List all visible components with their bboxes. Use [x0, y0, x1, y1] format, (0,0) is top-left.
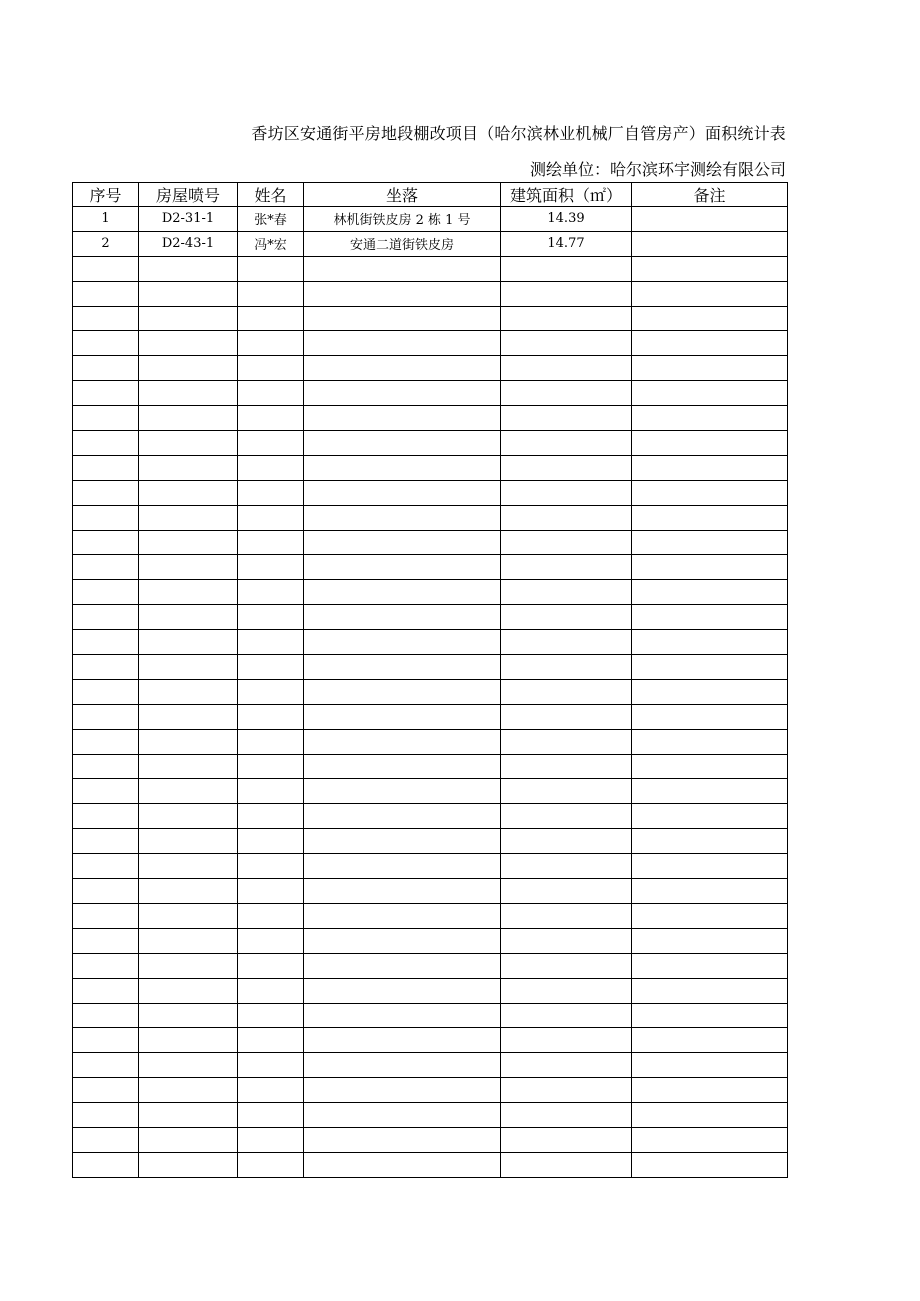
cell-name [238, 854, 304, 879]
cell-building-area [501, 1003, 632, 1028]
cell-location: 林机街铁皮房 2 栋 1 号 [304, 207, 501, 232]
cell-name [238, 431, 304, 456]
cell-remarks [632, 1028, 788, 1053]
table-row [73, 207, 788, 232]
cell-seq [73, 1103, 139, 1128]
empty-table-row [73, 431, 788, 456]
cell-remarks [632, 231, 788, 256]
cell-location [304, 1127, 501, 1152]
cell-house-code [139, 530, 238, 555]
cell-house-code [139, 1028, 238, 1053]
cell-remarks [632, 555, 788, 580]
empty-table-row [73, 903, 788, 928]
cell-remarks [632, 530, 788, 555]
cell-house-code: D2-31-1 [139, 207, 238, 232]
cell-building-area [501, 331, 632, 356]
cell-name [238, 655, 304, 680]
empty-table-row [73, 1053, 788, 1078]
cell-location [304, 704, 501, 729]
cell-house-code [139, 655, 238, 680]
cell-location [304, 505, 501, 530]
cell-location [304, 1152, 501, 1177]
cell-seq [73, 978, 139, 1003]
cell-building-area [501, 879, 632, 904]
empty-table-row [73, 406, 788, 431]
cell-building-area [501, 356, 632, 381]
cell-building-area [501, 729, 632, 754]
cell-name [238, 1053, 304, 1078]
cell-name [238, 704, 304, 729]
cell-name [238, 555, 304, 580]
cell-name [238, 1103, 304, 1128]
cell-location [304, 356, 501, 381]
cell-house-code [139, 356, 238, 381]
cell-house-code [139, 1127, 238, 1152]
cell-seq [73, 331, 139, 356]
cell-seq [73, 754, 139, 779]
cell-name [238, 630, 304, 655]
cell-remarks [632, 829, 788, 854]
cell-house-code [139, 605, 238, 630]
empty-table-row [73, 829, 788, 854]
empty-table-row [73, 1028, 788, 1053]
cell-location [304, 679, 501, 704]
cell-location [304, 1053, 501, 1078]
cell-building-area [501, 804, 632, 829]
cell-location [304, 306, 501, 331]
cell-remarks [632, 406, 788, 431]
cell-remarks [632, 779, 788, 804]
cell-building-area [501, 580, 632, 605]
cell-building-area [501, 1152, 632, 1177]
cell-seq: 1 [73, 207, 139, 232]
cell-seq [73, 953, 139, 978]
cell-name [238, 928, 304, 953]
cell-building-area [501, 1078, 632, 1103]
cell-location [304, 555, 501, 580]
empty-table-row [73, 331, 788, 356]
cell-remarks [632, 854, 788, 879]
cell-building-area [501, 431, 632, 456]
cell-house-code [139, 630, 238, 655]
cell-house-code [139, 1053, 238, 1078]
empty-table-row [73, 854, 788, 879]
cell-building-area [501, 630, 632, 655]
cell-building-area [501, 928, 632, 953]
cell-building-area [501, 306, 632, 331]
cell-house-code [139, 505, 238, 530]
header-seq: 序号 [73, 183, 139, 207]
cell-name [238, 829, 304, 854]
cell-name [238, 306, 304, 331]
survey-unit-line: 测绘单位：哈尔滨环宇测绘有限公司 [529, 160, 786, 179]
cell-remarks [632, 306, 788, 331]
cell-house-code [139, 381, 238, 406]
header-location: 坐落 [304, 183, 501, 207]
cell-location [304, 580, 501, 605]
cell-seq [73, 679, 139, 704]
cell-seq [73, 281, 139, 306]
cell-remarks [632, 605, 788, 630]
cell-seq [73, 256, 139, 281]
cell-house-code [139, 729, 238, 754]
cell-name [238, 729, 304, 754]
cell-remarks [632, 207, 788, 232]
cell-seq [73, 829, 139, 854]
cell-building-area [501, 854, 632, 879]
cell-seq [73, 779, 139, 804]
cell-name [238, 281, 304, 306]
cell-name [238, 530, 304, 555]
cell-location [304, 928, 501, 953]
cell-seq [73, 804, 139, 829]
cell-seq [73, 480, 139, 505]
cell-house-code [139, 854, 238, 879]
cell-location [304, 480, 501, 505]
cell-seq [73, 406, 139, 431]
cell-house-code [139, 281, 238, 306]
cell-remarks [632, 431, 788, 456]
cell-name [238, 804, 304, 829]
cell-location [304, 455, 501, 480]
cell-remarks [632, 281, 788, 306]
cell-remarks [632, 953, 788, 978]
empty-table-row [73, 381, 788, 406]
cell-seq [73, 1028, 139, 1053]
cell-location [304, 530, 501, 555]
cell-building-area [501, 530, 632, 555]
cell-remarks [632, 480, 788, 505]
cell-seq [73, 455, 139, 480]
cell-building-area: 14.39 [501, 207, 632, 232]
cell-name [238, 331, 304, 356]
cell-house-code [139, 978, 238, 1003]
cell-building-area [501, 381, 632, 406]
empty-table-row [73, 281, 788, 306]
empty-table-row [73, 455, 788, 480]
cell-seq [73, 306, 139, 331]
cell-location [304, 256, 501, 281]
cell-remarks [632, 978, 788, 1003]
cell-location [304, 953, 501, 978]
cell-name [238, 1003, 304, 1028]
cell-building-area [501, 953, 632, 978]
empty-table-row [73, 555, 788, 580]
cell-building-area [501, 978, 632, 1003]
cell-remarks [632, 331, 788, 356]
empty-table-row [73, 1152, 788, 1177]
cell-seq [73, 928, 139, 953]
cell-remarks [632, 704, 788, 729]
area-statistics-table [72, 182, 788, 1178]
cell-house-code: D2-43-1 [139, 231, 238, 256]
empty-table-row [73, 879, 788, 904]
cell-remarks [632, 356, 788, 381]
cell-remarks [632, 879, 788, 904]
header-building-area: 建筑面积（㎡） [501, 183, 632, 207]
cell-location [304, 431, 501, 456]
empty-table-row [73, 779, 788, 804]
cell-remarks [632, 455, 788, 480]
cell-seq [73, 605, 139, 630]
empty-table-row [73, 729, 788, 754]
cell-name [238, 1028, 304, 1053]
cell-name [238, 754, 304, 779]
cell-name [238, 256, 304, 281]
empty-table-row [73, 804, 788, 829]
cell-house-code [139, 480, 238, 505]
cell-building-area [501, 505, 632, 530]
empty-table-row [73, 480, 788, 505]
cell-location: 安通二道街铁皮房 [304, 231, 501, 256]
empty-table-row [73, 256, 788, 281]
cell-name [238, 455, 304, 480]
cell-name [238, 903, 304, 928]
cell-location [304, 854, 501, 879]
empty-table-row [73, 655, 788, 680]
cell-house-code [139, 779, 238, 804]
header-house-code: 房屋喷号 [139, 183, 238, 207]
cell-seq [73, 1053, 139, 1078]
cell-house-code [139, 580, 238, 605]
cell-remarks [632, 630, 788, 655]
cell-house-code [139, 431, 238, 456]
cell-remarks [632, 1053, 788, 1078]
cell-remarks [632, 580, 788, 605]
cell-location [304, 903, 501, 928]
cell-house-code [139, 1152, 238, 1177]
cell-building-area [501, 903, 632, 928]
empty-table-row [73, 928, 788, 953]
cell-building-area [501, 605, 632, 630]
cell-building-area [501, 406, 632, 431]
cell-remarks [632, 505, 788, 530]
cell-name [238, 1152, 304, 1177]
header-remarks: 备注 [632, 183, 788, 207]
cell-remarks [632, 1127, 788, 1152]
cell-location [304, 655, 501, 680]
cell-location [304, 406, 501, 431]
empty-table-row [73, 1103, 788, 1128]
cell-remarks [632, 256, 788, 281]
empty-table-row [73, 1078, 788, 1103]
cell-house-code [139, 331, 238, 356]
cell-building-area [501, 754, 632, 779]
cell-building-area [501, 779, 632, 804]
empty-table-row [73, 630, 788, 655]
cell-building-area [501, 829, 632, 854]
cell-location [304, 1003, 501, 1028]
cell-house-code [139, 306, 238, 331]
cell-name [238, 480, 304, 505]
cell-remarks [632, 1078, 788, 1103]
cell-house-code [139, 256, 238, 281]
cell-building-area: 14.77 [501, 231, 632, 256]
cell-seq [73, 356, 139, 381]
empty-table-row [73, 505, 788, 530]
cell-name [238, 1078, 304, 1103]
cell-house-code [139, 455, 238, 480]
cell-name: 冯*宏 [238, 231, 304, 256]
cell-house-code [139, 829, 238, 854]
empty-table-row [73, 704, 788, 729]
cell-location [304, 281, 501, 306]
cell-house-code [139, 406, 238, 431]
cell-house-code [139, 953, 238, 978]
cell-building-area [501, 679, 632, 704]
cell-house-code [139, 1003, 238, 1028]
cell-house-code [139, 903, 238, 928]
cell-seq [73, 431, 139, 456]
cell-remarks [632, 754, 788, 779]
cell-building-area [501, 256, 632, 281]
cell-building-area [501, 1028, 632, 1053]
cell-remarks [632, 928, 788, 953]
empty-table-row [73, 1127, 788, 1152]
cell-building-area [501, 480, 632, 505]
cell-house-code [139, 928, 238, 953]
cell-location [304, 829, 501, 854]
cell-location [304, 754, 501, 779]
cell-house-code [139, 555, 238, 580]
cell-remarks [632, 1103, 788, 1128]
cell-name [238, 953, 304, 978]
cell-location [304, 729, 501, 754]
cell-seq [73, 555, 139, 580]
empty-table-row [73, 356, 788, 381]
cell-building-area [501, 1127, 632, 1152]
cell-seq [73, 704, 139, 729]
cell-building-area [501, 655, 632, 680]
cell-location [304, 1028, 501, 1053]
cell-name [238, 580, 304, 605]
cell-seq [73, 655, 139, 680]
cell-location [304, 630, 501, 655]
table-row [73, 231, 788, 256]
cell-name [238, 605, 304, 630]
empty-table-row [73, 530, 788, 555]
cell-location [304, 804, 501, 829]
cell-name [238, 1127, 304, 1152]
cell-seq [73, 1003, 139, 1028]
cell-name [238, 356, 304, 381]
empty-table-row [73, 679, 788, 704]
cell-name [238, 978, 304, 1003]
cell-location [304, 1078, 501, 1103]
cell-building-area [501, 555, 632, 580]
cell-location [304, 331, 501, 356]
empty-table-row [73, 754, 788, 779]
cell-house-code [139, 879, 238, 904]
cell-name [238, 779, 304, 804]
cell-seq [73, 1078, 139, 1103]
cell-location [304, 605, 501, 630]
cell-seq [73, 1127, 139, 1152]
cell-remarks [632, 655, 788, 680]
empty-table-row [73, 605, 788, 630]
cell-seq [73, 879, 139, 904]
empty-table-row [73, 953, 788, 978]
cell-building-area [501, 1053, 632, 1078]
table-header-row [73, 183, 788, 207]
cell-seq [73, 1152, 139, 1177]
cell-location [304, 879, 501, 904]
cell-remarks [632, 903, 788, 928]
cell-seq: 2 [73, 231, 139, 256]
cell-remarks [632, 729, 788, 754]
cell-location [304, 1103, 501, 1128]
cell-seq [73, 381, 139, 406]
cell-house-code [139, 679, 238, 704]
cell-remarks [632, 804, 788, 829]
cell-name [238, 879, 304, 904]
empty-table-row [73, 580, 788, 605]
cell-remarks [632, 1152, 788, 1177]
cell-seq [73, 854, 139, 879]
cell-seq [73, 903, 139, 928]
cell-house-code [139, 754, 238, 779]
cell-location [304, 381, 501, 406]
cell-name [238, 381, 304, 406]
cell-seq [73, 530, 139, 555]
cell-remarks [632, 1003, 788, 1028]
cell-location [304, 978, 501, 1003]
cell-location [304, 779, 501, 804]
empty-table-row [73, 306, 788, 331]
cell-name [238, 679, 304, 704]
document-title: 香坊区安通街平房地段棚改项目（哈尔滨林业机械厂自管房产）面积统计表 [251, 124, 786, 143]
cell-name [238, 406, 304, 431]
cell-remarks [632, 679, 788, 704]
cell-seq [73, 630, 139, 655]
cell-name [238, 505, 304, 530]
cell-house-code [139, 804, 238, 829]
cell-remarks [632, 381, 788, 406]
cell-building-area [501, 704, 632, 729]
cell-seq [73, 580, 139, 605]
cell-seq [73, 505, 139, 530]
header-name: 姓名 [238, 183, 304, 207]
cell-building-area [501, 281, 632, 306]
cell-name: 张*春 [238, 207, 304, 232]
cell-seq [73, 729, 139, 754]
cell-house-code [139, 1103, 238, 1128]
cell-building-area [501, 1103, 632, 1128]
cell-house-code [139, 704, 238, 729]
cell-building-area [501, 455, 632, 480]
cell-house-code [139, 1078, 238, 1103]
empty-table-row [73, 1003, 788, 1028]
empty-table-row [73, 978, 788, 1003]
